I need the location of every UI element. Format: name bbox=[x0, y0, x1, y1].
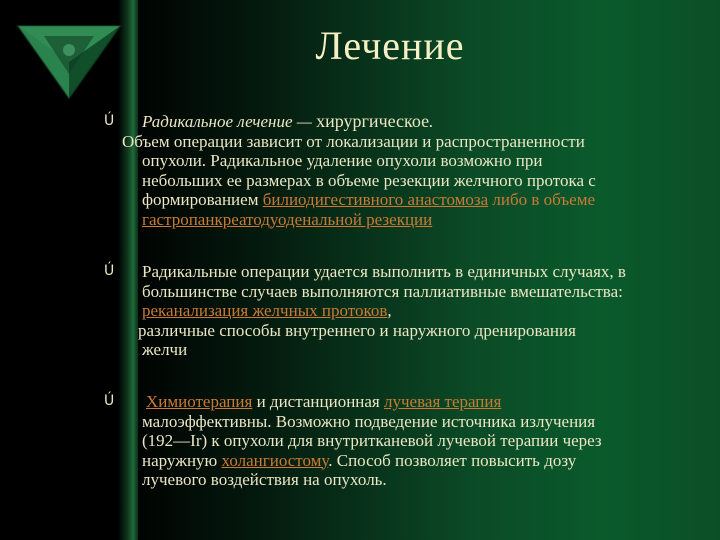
link-biliodigestive-anastomosis[interactable]: билиодигестивного анастомоза bbox=[262, 190, 489, 209]
bullet-marker: Ú bbox=[104, 393, 115, 409]
bullet-chemo-radiotherapy: Ú Химиотерапия и дистанционная лучевая терапия малоэффективны. Возможно подведение источника излучения (192—Ir) к опухоли для внутритканевой лучевой терапии через наружную холангиостому. Способ позволяет повысить дозу лучевого воздействия на опухоль. bbox=[104, 392, 602, 489]
bullet-marker: Ú bbox=[104, 113, 115, 129]
slide-title: Лечение bbox=[315, 23, 465, 68]
link-bile-duct-recanalization[interactable]: реканализация желчных протоков bbox=[142, 301, 388, 320]
link-radiation-therapy[interactable]: лучевая терапия bbox=[384, 392, 502, 411]
link-cholangiostomy[interactable]: холангиостому bbox=[221, 450, 329, 470]
link-chemotherapy[interactable]: Химиотерапия bbox=[146, 392, 253, 411]
bullet-radical-operations: Ú Радикальные операции удается выполнить в единичных случаях, в большинстве случаев выполняются паллиативные вмешательства: реканализация желчных протоков, различные способы внутреннего и наружного дренирования желчи bbox=[104, 262, 626, 359]
bullet-radical-treatment: Ú Радикальное лечение — хирургическое. Объем операции зависит от локализации и распространенности опухоли. Радикальное удаление опухоли возможно при небольших ее размерах в объеме резекции желчного протока с формированием билиодигестивного анастомоза либо в объеме гастропанкреатодуоденальной резекции bbox=[108, 112, 712, 229]
bullet-marker: Ú bbox=[104, 263, 115, 279]
bullet-heading: Радикальное лечение — хирургическое. bbox=[142, 111, 434, 131]
link-pancreatoduodenal-resection[interactable]: гастропанкреатодуоденальной резекции bbox=[142, 209, 433, 229]
